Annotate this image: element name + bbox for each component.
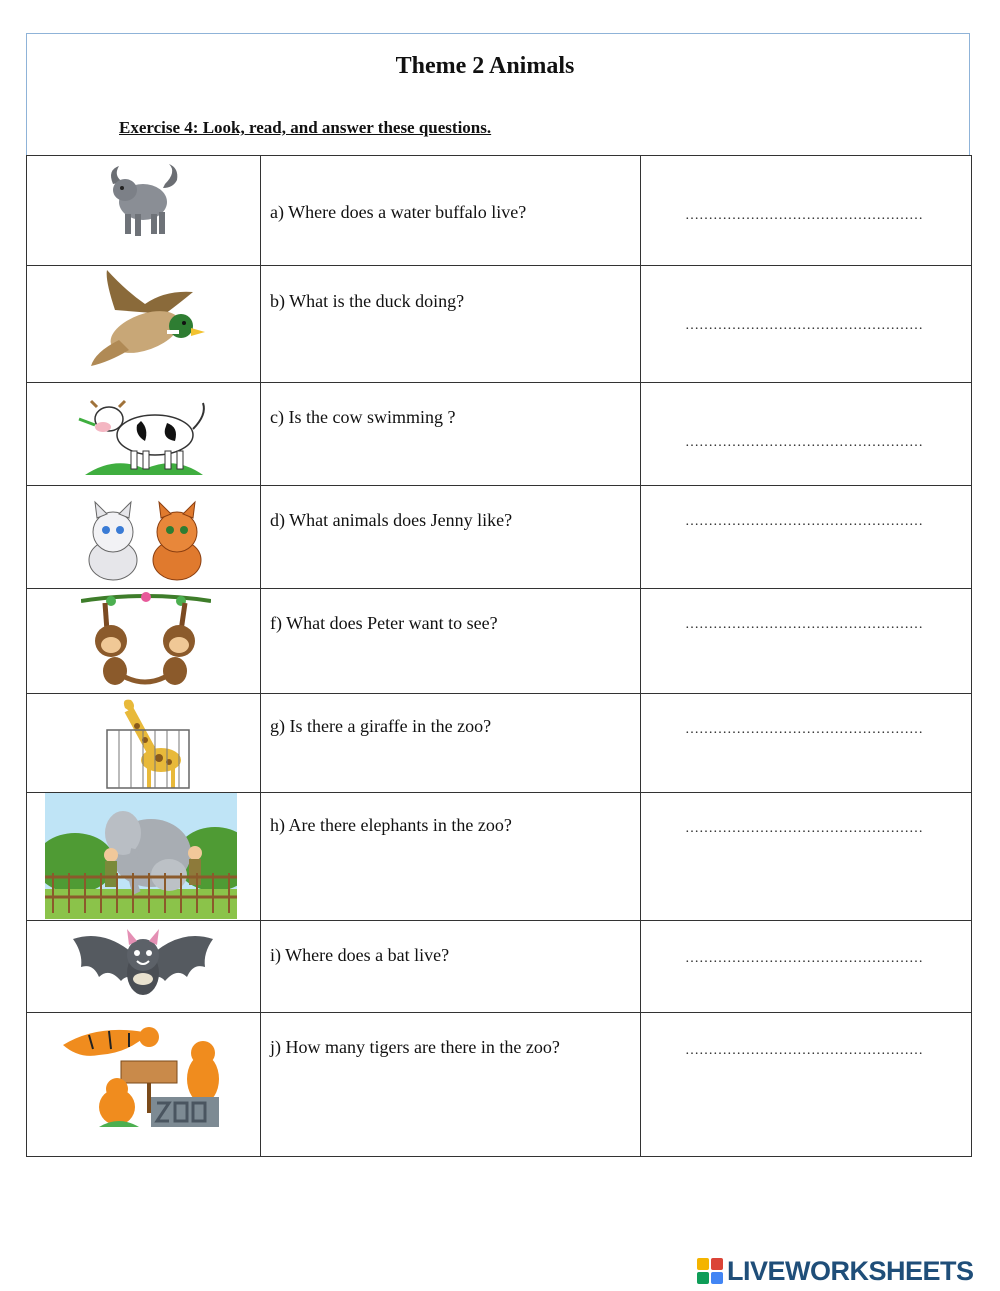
answer-blank[interactable]: …………………………………………… — [685, 722, 923, 737]
table-row — [27, 921, 972, 1013]
flying-duck-icon — [85, 270, 205, 374]
question-cell — [261, 589, 641, 694]
table-row — [27, 266, 972, 383]
picture-cell — [27, 921, 261, 1013]
table-row — [27, 156, 972, 266]
water-buffalo-icon — [105, 162, 185, 240]
question-cell — [261, 383, 641, 486]
question-text: g) Is there a giraffe in the zoo? — [270, 716, 492, 736]
answer-cell[interactable] — [641, 793, 972, 921]
question-cell — [261, 486, 641, 589]
picture-cell — [27, 694, 261, 793]
question-text: a) Where does a water buffalo live? — [270, 202, 527, 222]
question-text: h) Are there elephants in the zoo? — [270, 815, 512, 835]
page-title: Theme 2 Animals — [395, 53, 575, 79]
liveworksheets-logo — [697, 1255, 974, 1287]
question-text: c) Is the cow swimming ? — [270, 407, 456, 427]
answer-cell[interactable] — [641, 1013, 972, 1157]
picture-cell — [27, 266, 261, 383]
table-row — [27, 1013, 972, 1157]
picture-cell — [27, 1013, 261, 1157]
answer-blank[interactable]: …………………………………………… — [685, 514, 923, 529]
question-text: i) Where does a bat live? — [270, 945, 450, 965]
answer-cell[interactable] — [641, 589, 972, 694]
answer-cell[interactable] — [641, 383, 972, 486]
answer-blank[interactable]: …………………………………………… — [685, 951, 923, 966]
answer-blank[interactable]: …………………………………………… — [685, 1043, 923, 1058]
answer-cell[interactable] — [641, 266, 972, 383]
picture-cell — [27, 589, 261, 694]
answer-cell[interactable] — [641, 486, 972, 589]
answer-blank[interactable]: …………………………………………… — [685, 318, 923, 333]
answer-cell[interactable] — [641, 156, 972, 266]
question-cell — [261, 694, 641, 793]
picture-cell — [27, 793, 261, 921]
answer-cell[interactable] — [641, 921, 972, 1013]
question-text: f) What does Peter want to see? — [270, 613, 498, 633]
picture-cell — [27, 486, 261, 589]
logo-mark-icon — [697, 1258, 723, 1284]
picture-cell — [27, 383, 261, 486]
elephants-zoo-icon — [45, 793, 237, 919]
worksheet-table — [26, 155, 972, 1157]
question-cell — [261, 266, 641, 383]
giraffe-icon — [97, 696, 193, 790]
answer-blank[interactable]: …………………………………………… — [685, 617, 923, 632]
picture-cell — [27, 156, 261, 266]
question-text: j) How many tigers are there in the zoo? — [270, 1037, 560, 1057]
bat-icon — [69, 923, 217, 1009]
table-row — [27, 793, 972, 921]
logo-text: LIVEWORKSHEETS — [727, 1255, 974, 1286]
question-cell — [261, 156, 641, 266]
table-row — [27, 694, 972, 793]
answer-blank[interactable]: …………………………………………… — [685, 208, 923, 223]
table-row — [27, 486, 972, 589]
answer-blank[interactable]: …………………………………………… — [685, 435, 923, 450]
question-cell — [261, 1013, 641, 1157]
answer-blank[interactable]: …………………………………………… — [685, 821, 923, 836]
table-row — [27, 383, 972, 486]
monkeys-icon — [81, 591, 211, 691]
cow-icon — [75, 385, 215, 481]
question-text: b) What is the duck doing? — [270, 291, 465, 311]
kittens-icon — [73, 500, 217, 584]
table-row — [27, 589, 972, 694]
tigers-zoo-icon — [59, 1019, 227, 1131]
exercise-instruction: Exercise 4: Look, read, and answer these questions. — [119, 118, 492, 137]
question-cell — [261, 921, 641, 1013]
question-text: d) What animals does Jenny like? — [270, 510, 513, 530]
question-cell — [261, 793, 641, 921]
answer-cell[interactable] — [641, 694, 972, 793]
